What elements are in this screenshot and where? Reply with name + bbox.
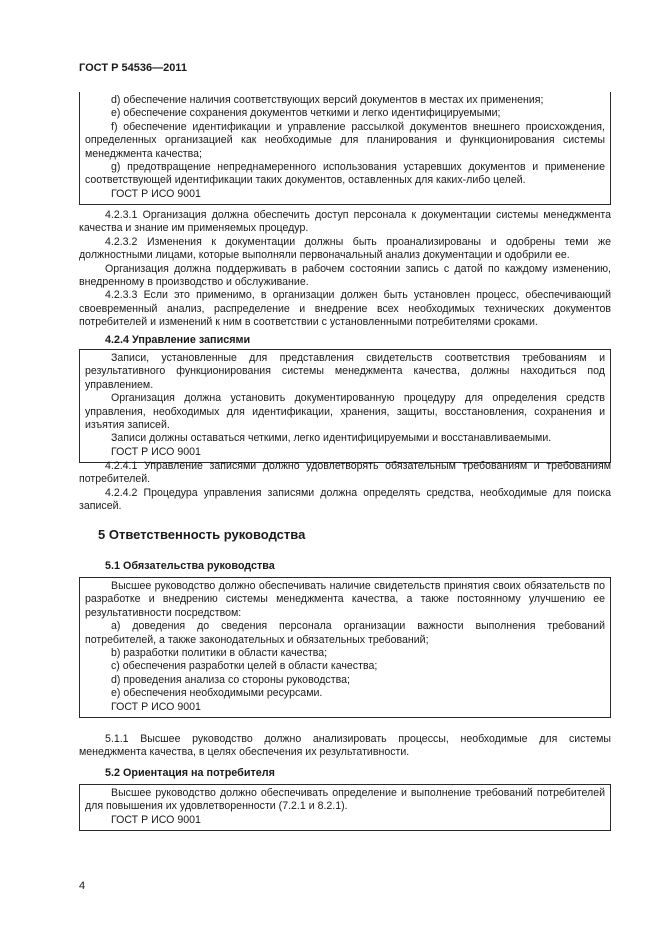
list-item: с) обеспечения разработки целей в области качества; (111, 660, 378, 673)
paragraph: Высшее руководство должно обеспечивать наличие свидетельств принятия своих обязательств по разработке и внедрению системы менеджмента качества, а также постоянному улучшению ее результативности посредством: (85, 580, 605, 619)
list-item: f) обеспечение идентификации и управление рассылкой документов внешнего происхождения, определенных организацией как необходимые для планирования и функционирования системы менеджмента качества; (85, 120, 605, 160)
quote-box-document-control (79, 92, 611, 205)
paragraph: Записи должны оставаться четкими, легко идентифицируемыми и восстанавливаемыми. (111, 432, 552, 445)
paragraph: 4.2.3.2 Изменения к документации должны быть проанализированы и одобрены теми же должностными лицами, которые выполняли первоначальный анализ документации и одобрили ее. (79, 235, 611, 262)
paragraph: Записи, установленные для представления свидетельств соответствия требованиям и результативного функционирования системы менеджмента качества, должны находиться под управлением. (85, 352, 605, 391)
document-code: ГОСТ Р 54536—2011 (79, 62, 187, 74)
clause-text (79, 460, 611, 514)
section-heading-5-1: 5.1 Обязательства руководства (105, 560, 275, 572)
section-heading-5-2: 5.2 Ориентация на потребителя (105, 767, 275, 779)
list-item: g) предотвращение непреднамеренного использования устаревших документов и применение соответствующей идентификации таких документов, оставленных для каких-либо целей. (85, 161, 605, 187)
section-heading-5: 5 Ответственность руководства (98, 527, 306, 542)
standard-reference: ГОСТ Р ИСО 9001 (111, 700, 201, 713)
paragraph: 4.2.4.1 Управление записями должно удовлетворять обязательным требованиям и требованиям потребителей. (79, 460, 611, 486)
paragraph: Высшее руководство должно обеспечивать определение и выполнение требований потребителей для повышения их удовлетворенности (7.2.1 и 8.2.1). (85, 787, 605, 813)
paragraph: 4.2.3.1 Организация должна обеспечить доступ персонала к документации системы менеджмента качества и знание им применяемых процедур. (79, 209, 611, 235)
quote-box-management-commitment (79, 577, 611, 718)
quote-box-customer-focus (79, 784, 611, 831)
paragraph: 5.1.1 Высшее руководство должно анализировать процессы, необходимые для системы менеджмента качества, в целях обеспечения их результативности. (79, 733, 611, 759)
standard-reference: ГОСТ Р ИСО 9001 (111, 445, 201, 458)
standard-reference: ГОСТ Р ИСО 9001 (111, 813, 201, 826)
clause-text (79, 209, 611, 330)
paragraph: 4.2.3.3 Если это применимо, в организации должен быть установлен процесс, обеспечивающий своевременный анализ, распределение и внедрение всех необходимых технических документов потребителей и изменений к ним в соответствии с установленными потребителями сроками. (79, 289, 611, 329)
standard-reference: ГОСТ Р ИСО 9001 (111, 187, 201, 200)
paragraph: Организация должна установить документированную процедуру для определения средств управления, необходимых для идентификации, хранения, защиты, восстановления, сохранения и изъятия записей. (85, 392, 605, 432)
paragraph: Организация должна поддерживать в рабочем состоянии запись с датой по каждому изменению, внедренному в производство и обслуживание. (79, 262, 611, 289)
list-item: b) разработки политики в области качества; (111, 647, 328, 660)
list-item: d) проведения анализа со стороны руководства; (111, 673, 350, 686)
paragraph: 4.2.4.2 Процедура управления записями должна определять средства, необходимые для поиска записей. (79, 486, 611, 513)
page-number: 4 (79, 880, 86, 892)
list-item: d) обеспечение наличия соответствующих версий документов в местах их применения; (111, 94, 544, 106)
list-item: е) обеспечение сохранения документов четкими и легко идентифицируемыми; (111, 107, 501, 120)
quote-box-records (79, 349, 611, 463)
clause-text (79, 733, 611, 760)
list-item: е) обеспечения необходимыми ресурсами. (111, 687, 323, 700)
section-heading-4-2-4: 4.2.4 Управление записями (105, 334, 251, 346)
list-item: а) доведения до сведения персонала организации важности выполнения требований потребителей, а также законодательных и обязательных требований; (85, 620, 605, 646)
